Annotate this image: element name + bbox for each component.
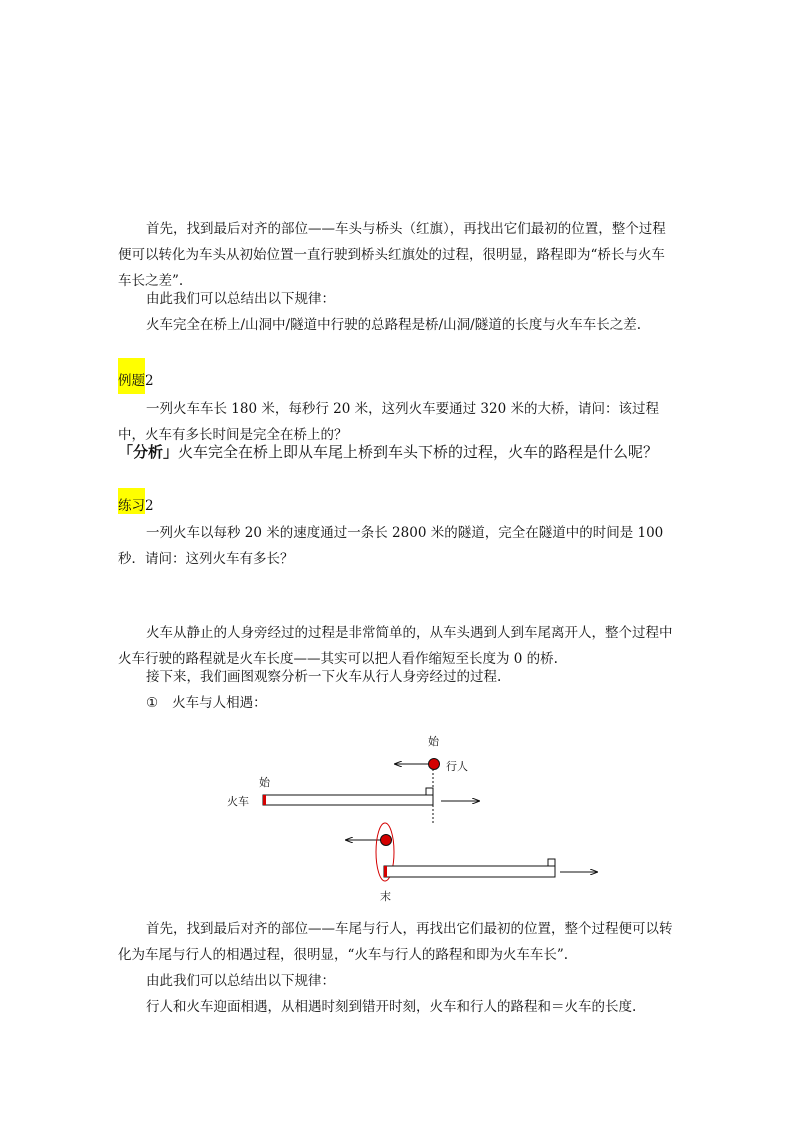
paragraph-rule-1: 火车完全在桥上/山洞中/隧道中行驶的总路程是桥/山洞/隧道的长度与火车车长之差. [146, 317, 641, 333]
person-dot-start [429, 759, 440, 770]
practice-2-text: 一列火车以每秒 20 米的速度通过一条长 2800 米的隧道，完全在隧道中的时间是 100 秒．请问：这列火车有多长？ [118, 525, 664, 567]
paragraph-rule-2: 行人和火车迎面相遇，从相遇时刻到错开时刻，火车和行人的路程和＝火车的长度. [146, 999, 637, 1015]
train-head-marker-start [426, 788, 433, 795]
paragraph-person-intro: 火车从静止的人身旁经过的过程是非常简单的，从车头遇到人到车尾离开人，整个过程中火车行驶的路程就是火车长度——其实可以把人看作缩短至长度为 0 的桥. [118, 625, 673, 667]
analysis-tag: 「分析」 [118, 443, 179, 461]
paragraph-rule-intro-1: 由此我们可以总结出以下规律： [146, 291, 335, 307]
circled-number-1: ① [146, 695, 159, 711]
train-tail-end [384, 866, 387, 877]
train-tail-start [263, 795, 266, 805]
paragraph-rule-intro-2: 由此我们可以总结出以下规律： [146, 973, 335, 989]
train-label: 火车 [227, 795, 249, 808]
example-number: 2 [145, 373, 154, 389]
analysis-text: 火车完全在桥上即从车尾上桥到车头下桥的过程，火车的路程是什么呢？ [178, 443, 659, 461]
meet-heading-text: 火车与人相遇： [172, 695, 267, 711]
practice-number: 2 [145, 498, 154, 514]
end-label: 末 [380, 890, 391, 903]
practice-label-highlight: 练习 [118, 488, 145, 514]
train-body-end [384, 866, 555, 877]
person-dot-end [381, 835, 392, 846]
paragraph-diagram-intro: 接下来，我们画图观察分析一下火车从行人身旁经过的过程. [146, 669, 502, 685]
train-body-start [263, 795, 433, 805]
paragraph-summary-2: 首先，找到最后对齐的部位——车尾与行人，再找出它们最初的位置，整个过程便可以转化为车尾与行人的相遇过程，很明显，“火车与行人的路程和即为火车车长”. [118, 921, 673, 963]
example-2-text: 一列火车车长 180 米，每秒行 20 米，这列火车要通过 320 米的大桥，请问：该过程中，火车有多长时间是完全在桥上的？ [118, 401, 659, 443]
example-label-highlight: 例题 [118, 358, 145, 394]
person-start-label: 始 [428, 735, 439, 748]
train-start-label: 始 [259, 776, 270, 789]
person-label: 行人 [446, 760, 468, 773]
paragraph-summary-1: 首先，找到最后对齐的部位——车头与桥头（红旗），再找出它们最初的位置，整个过程便可以转化为车头从初始位置一直行驶到桥头红旗处的过程，很明显，路程即为“桥长与火车车长之差”. [118, 221, 666, 289]
train-head-marker-end [548, 859, 555, 866]
